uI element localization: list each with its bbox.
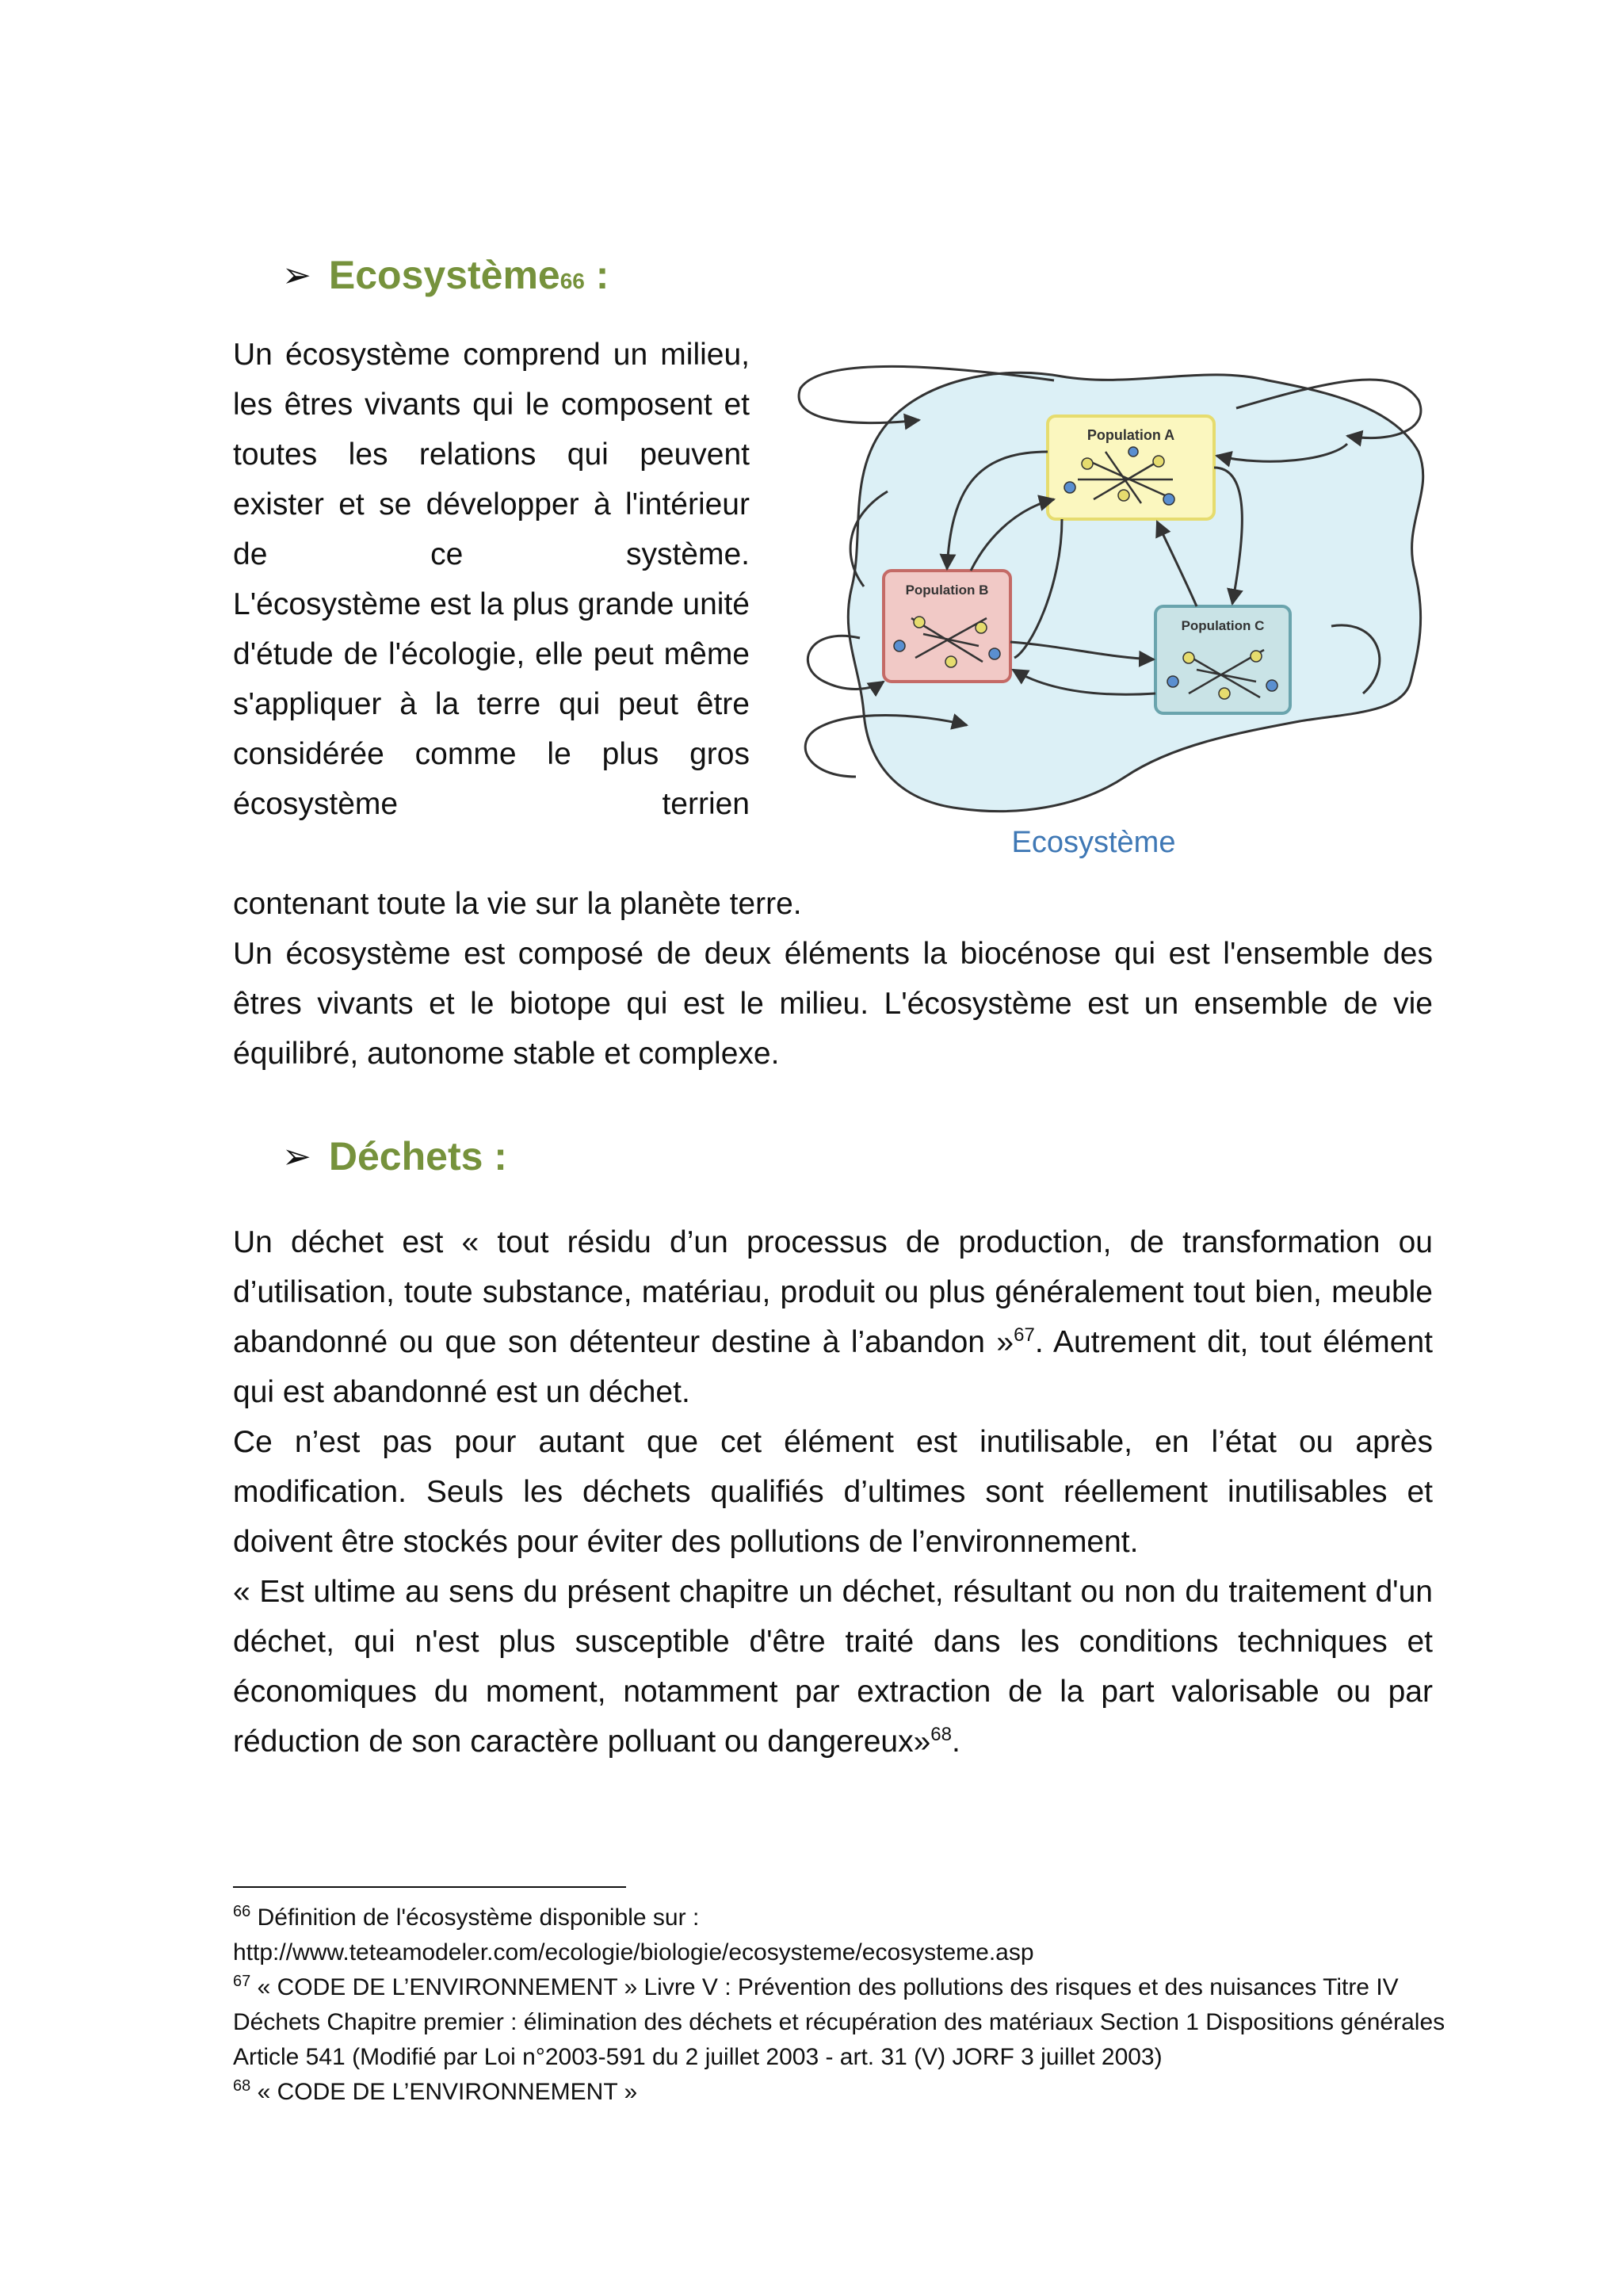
ecosysteme-side-text xyxy=(233,330,750,829)
footnote-66-url[interactable]: http://www.teteamodeler.com/ecologie/biologie/ecosysteme/ecosysteme.asp xyxy=(233,1939,1034,1966)
footnote-ref[interactable]: 68 xyxy=(930,1724,952,1745)
paragraph: Un écosystème est composé de deux éléments la biocénose qui est l'ensemble des êtres vivants et le biotope qui est le milieu. L'écosystème est un ensemble de vie équilibré, autonome stable et complexe. xyxy=(233,937,1433,1071)
footnote-67: $^{67}$ « CODE DE L’ENVIRONNEMENT » Livre V : Prévention des pollutions des risques et des nuisances Titre IV Déchets Chapitre premier : élimination des déchets et récupération des matériaux Section 1 Dispositions générales Article 541 (Modifié par Loi n°2003-591 du 2 juillet 2003 - art. 31 (V) JORF 3 juillet 2003) xyxy=(233,1973,1445,2070)
arrow-bullet-icon: ➢ xyxy=(282,256,311,295)
paragraph-continuation: contenant toute la vie sur la planète terre. xyxy=(233,887,802,921)
footnote-66: $^{66}$ Définition de l'écosystème disponible sur : xyxy=(233,1903,700,1931)
population-c-label: Population C xyxy=(1181,618,1265,633)
footnote-separator xyxy=(233,1886,626,1888)
dechets-text xyxy=(233,1217,1433,1767)
figure-caption: Ecosystème xyxy=(1011,826,1176,859)
heading-title: Ecosystème xyxy=(328,253,560,297)
population-a-label: Population A xyxy=(1086,427,1175,443)
paragraph: L'écosystème est la plus grande unité d'étude de l'écologie, elle peut même s'appliquer à la terre qui peut être considérée comme le plus gros écosystème terrien xyxy=(233,587,750,821)
footnotes xyxy=(233,1901,1453,2110)
population-a-box xyxy=(1048,416,1214,519)
population-b-label: Population B xyxy=(905,583,989,598)
ecosystem-diagram xyxy=(792,333,1442,888)
footnote-68: $^{68}$ « CODE DE L’ENVIRONNEMENT » xyxy=(233,2077,638,2105)
section-heading-dechets: ➢ Déchets : xyxy=(282,1134,507,1179)
heading-title: Déchets xyxy=(328,1134,483,1179)
ecosysteme-full-text xyxy=(233,879,1433,1079)
section-heading-ecosysteme: ➢ Ecosystème 66 : xyxy=(282,253,609,297)
paragraph: Un écosystème comprend un milieu, les êtres vivants qui le composent et toutes les relations qui peuvent exister et se développer à l'intérieur de ce système. xyxy=(233,338,750,571)
arrow-bullet-icon: ➢ xyxy=(282,1137,311,1176)
paragraph: Ce n’est pas pour autant que cet élément est inutilisable, en l’état ou après modification. Seuls les déchets qualifiés d’ultimes sont réellement inutilisables et doivent être stockés pour éviter des pollutions de l’environnement. xyxy=(233,1425,1433,1559)
paragraph: « Est ultime au sens du présent chapitre un déchet, résultant ou non du traitement d'un déchet, qui n'est plus susceptible d'être traité dans les conditions techniques et économiques du moment, notamment par extraction de la part valorisable ou par réduction de son caractère polluant ou dangereux»$^{68}$. xyxy=(233,1575,1433,1759)
paragraph: Un déchet est « tout résidu d’un processus de production, de transformation ou d’utilisation, toute substance, matériau, produit ou plus généralement tout bien, meuble abandonné ou que son détenteur destine à l’abandon »$^{67}$. Autrement dit, tout élément qui est abandonné est un déchet. xyxy=(233,1225,1433,1409)
footnote-ref[interactable]: 67 xyxy=(1014,1324,1035,1346)
